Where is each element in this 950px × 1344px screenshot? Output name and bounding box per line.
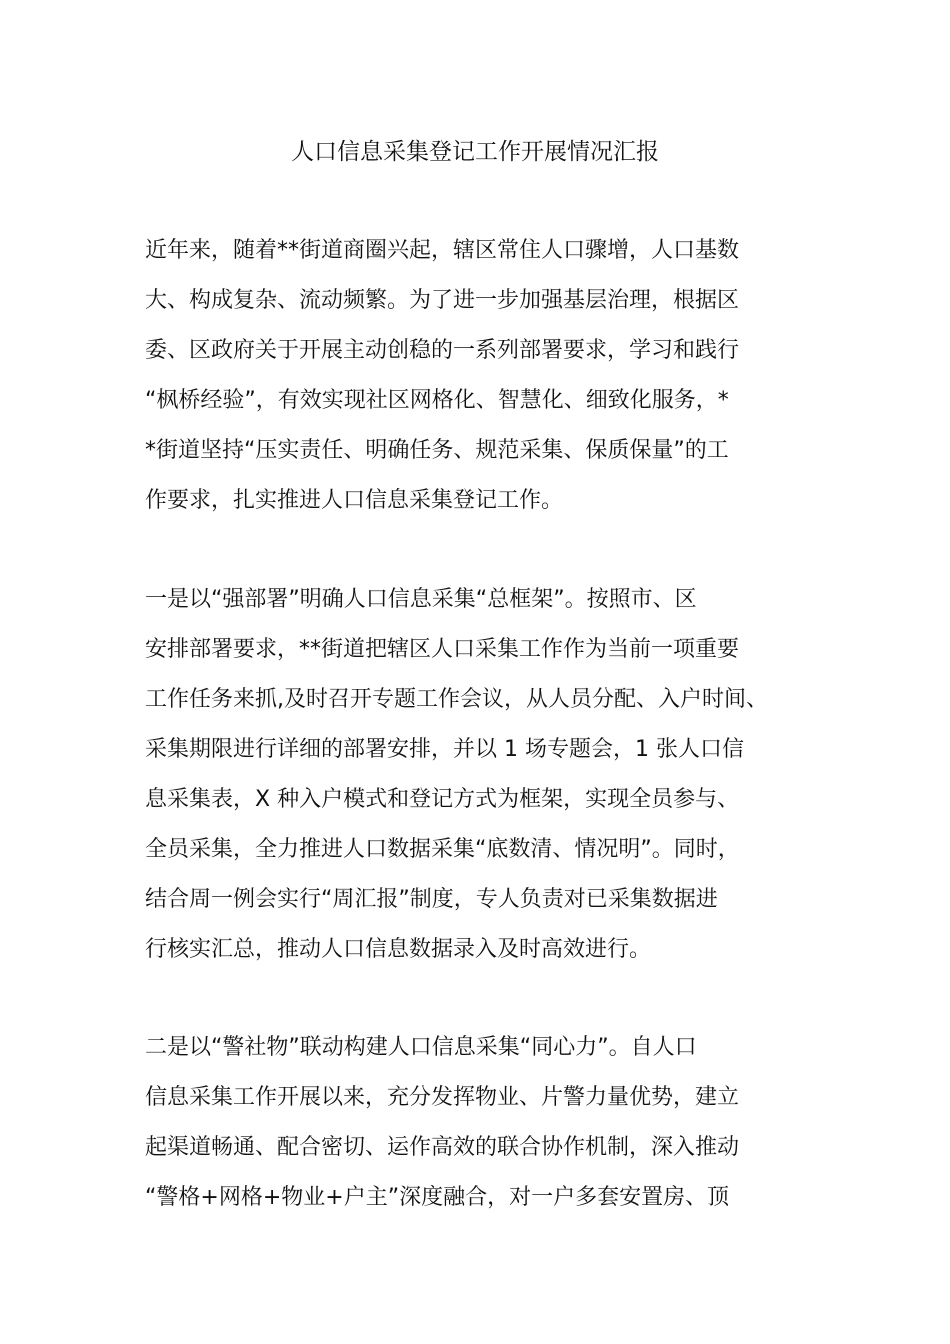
text-line: 起渠道畅通、配合密切、运作高效的联合协作机制，深入推动 [145,1135,740,1160]
text-line: 一是以“强部署”明确人口信息采集“总框架”。按照市、区 [145,587,697,612]
text-line: *街道坚持“压实责任、明确任务、规范采集、保质保量”的工 [145,438,729,463]
page-title: 人口信息采集登记工作开展情况汇报 [291,139,659,165]
text-line: 结合周一例会实行“周汇报”制度，专人负责对已采集数据进 [145,887,718,912]
text-line: 安排部署要求，**街道把辖区人口采集工作作为当前一项重要 [145,637,740,662]
text-line: “枫桥经验”，有效实现社区网格化、智慧化、细致化服务，* [145,388,729,413]
text-line: 近年来，随着**街道商圈兴起，辖区常住人口骤增，人口基数 [145,238,740,263]
text-line: 委、区政府关于开展主动创稳的一系列部署要求，学习和践行 [145,338,740,363]
paragraph-text [145,226,815,526]
text-line: 大、构成复杂、流动频繁。为了进一步加强基层治理，根据区 [145,288,740,313]
text-line: “警格+网格+物业+户主”深度融合，对一户多套安置房、顶 [145,1185,730,1210]
text-line: 全员采集，全力推进人口数据采集“底数清、情况明”。同时， [145,837,740,862]
paragraph-deployment [145,575,815,975]
text-line: 信息采集工作开展以来，充分发挥物业、片警力量优势，建立 [145,1085,740,1110]
paragraph-linkage [145,1023,815,1223]
paragraph-text [145,575,815,975]
text-line: 作要求，扎实推进人口信息采集登记工作。 [145,488,564,513]
paragraph-intro [145,226,815,526]
text-line: 行核实汇总，推动人口信息数据录入及时高效进行。 [145,937,652,962]
text-line: 工作任务来抓,及时召开专题工作会议，从人员分配、入户时间、 [145,687,768,712]
text-line: 二是以“警社物”联动构建人口信息采集“同心力”。自人口 [145,1035,697,1060]
text-line: 息采集表，X 种入户模式和登记方式为框架，实现全员参与、 [145,787,740,812]
text-line: 采集期限进行详细的部署安排，并以 1 场专题会，1 张人口信 [145,737,744,762]
paragraph-text [145,1023,815,1223]
